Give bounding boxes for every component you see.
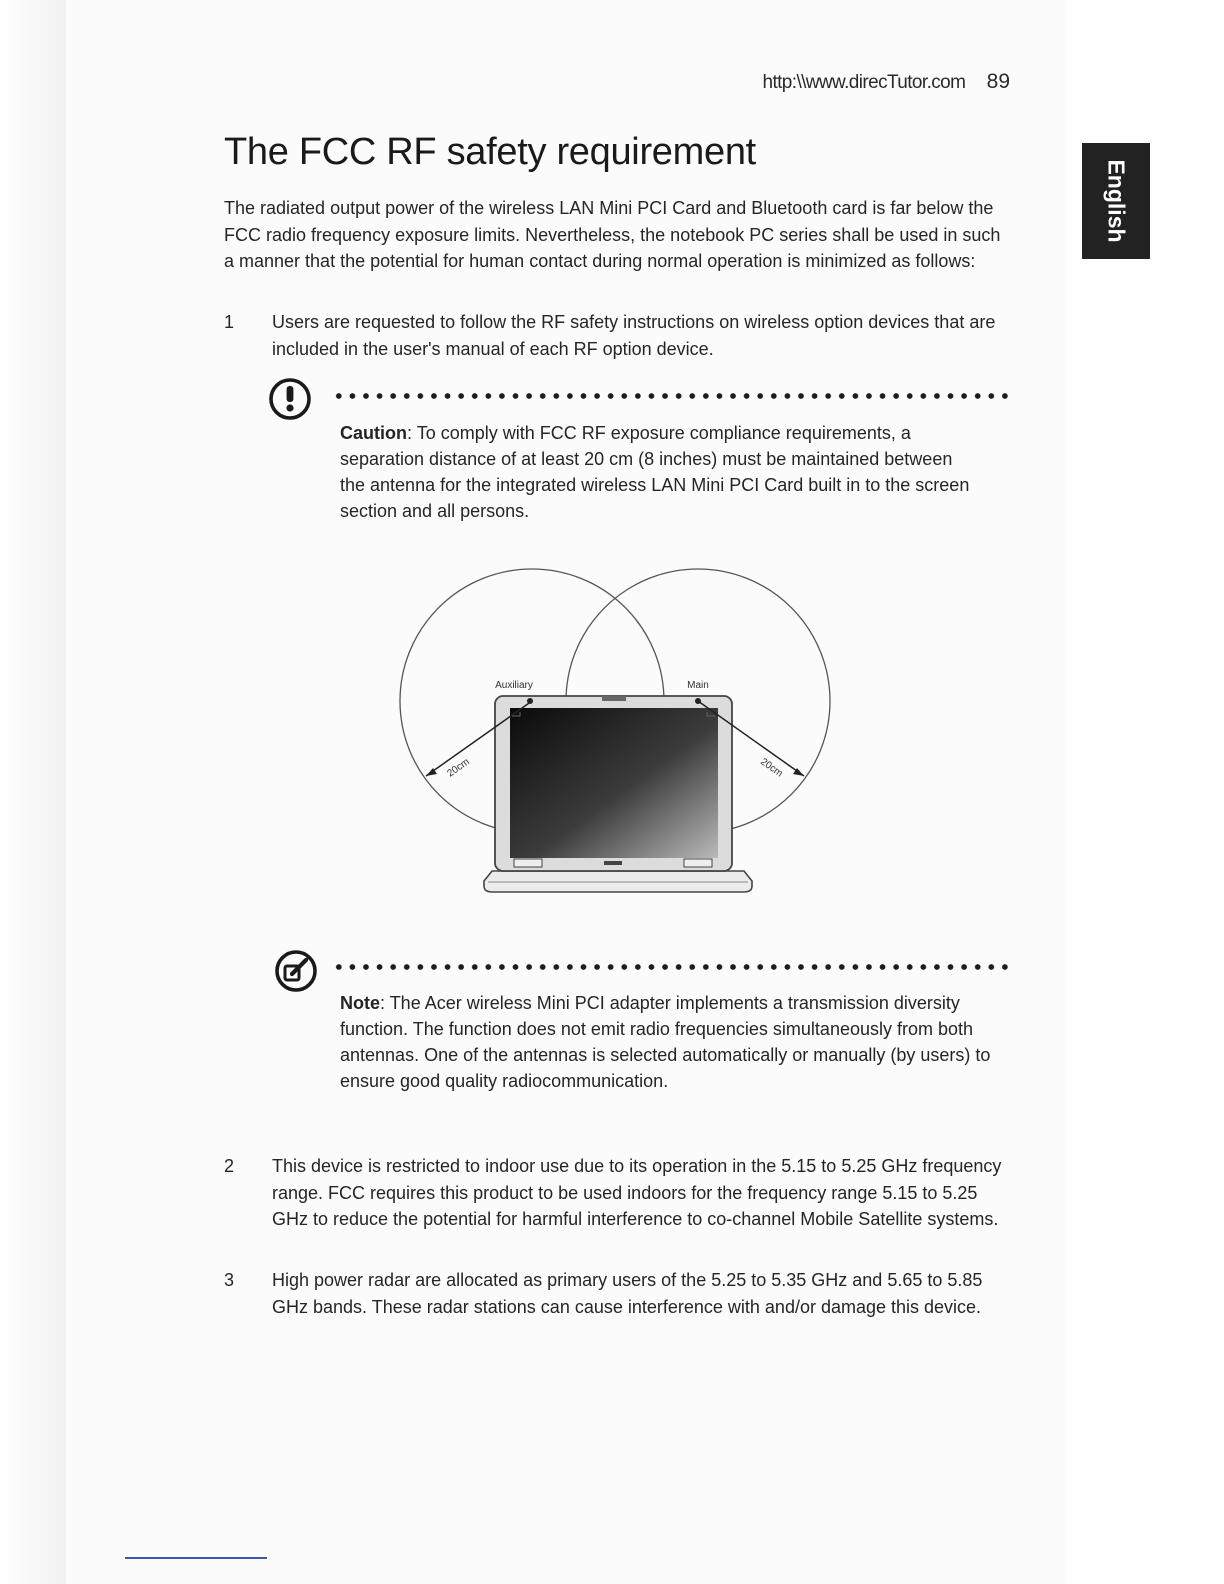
caution-dotted-separator [332, 392, 1008, 400]
main-distance-label: 20cm [758, 756, 785, 780]
page-header [700, 70, 1010, 94]
auxiliary-distance-label: 20cm [445, 756, 472, 780]
main-antenna-label: Main [687, 680, 709, 691]
note-separator: : [380, 993, 390, 1013]
note-body [340, 990, 1000, 1094]
laptop-illustration [484, 696, 752, 892]
note-label: Note [340, 993, 380, 1013]
page-title: The FCC RF safety requirement [224, 131, 756, 173]
caution-separator: : [407, 423, 417, 443]
footer-rule [125, 1557, 267, 1559]
list-item-text: This device is restricted to indoor use due to its operation in the 5.15 to 5.25 GHz frequency range. FCC requires this product to be used indoors for the frequency range 5.15 to 5.25 GHz to reduce the potential for harmful interference to co-channel Mobile Satellite systems. [272, 1156, 1002, 1229]
scan-margin-shade [0, 0, 66, 1584]
caution-icon [266, 372, 318, 424]
list-item-text: Users are requested to follow the RF safety instructions on wireless option devices that are included in the user's manual of each RF option device. [272, 312, 996, 359]
note-dotted-separator [332, 963, 1008, 971]
note-icon [272, 947, 324, 999]
caution-body [340, 420, 980, 524]
list-item-text: High power radar are allocated as primary users of the 5.25 to 5.35 GHz and 5.65 to 5.85 GHz bands. These radar stations can cause interference with and/or damage this device. [272, 1270, 983, 1317]
note-text: The Acer wireless Mini PCI adapter implements a transmission diversity function. The function does not emit radio frequencies simultaneously from both antennas. One of the antennas is selected automatically or manually (by users) to ensure good quality radiocommunication. [340, 993, 991, 1091]
language-tab [1082, 143, 1150, 259]
caution-label: Caution [340, 423, 407, 443]
caution-text: To comply with FCC RF exposure compliance requirements, a separation distance of at least 20 cm (8 inches) must be maintained between the antenna for the integrated wireless LAN Mini PCI Card built in to the screen section and all persons. [340, 423, 970, 521]
auxiliary-antenna-label: Auxiliary [495, 680, 533, 691]
list-item-number: 2 [224, 1156, 235, 1176]
list-item-number: 3 [224, 1270, 235, 1290]
list-item-number: 1 [224, 312, 235, 332]
language-tab-label: English [1103, 159, 1130, 243]
page-number: 89 [986, 70, 1010, 93]
intro-paragraph: The radiated output power of the wireless LAN Mini PCI Card and Bluetooth card is far below the FCC radio frequency exposure limits. Nevertheless, the notebook PC series shall be used in such a manner that the potential for human contact during normal operation is minimized as follows: [224, 198, 1001, 271]
antenna-separation-diagram [392, 556, 842, 906]
header-url: http:\\www.direcTutor.com [762, 72, 966, 93]
